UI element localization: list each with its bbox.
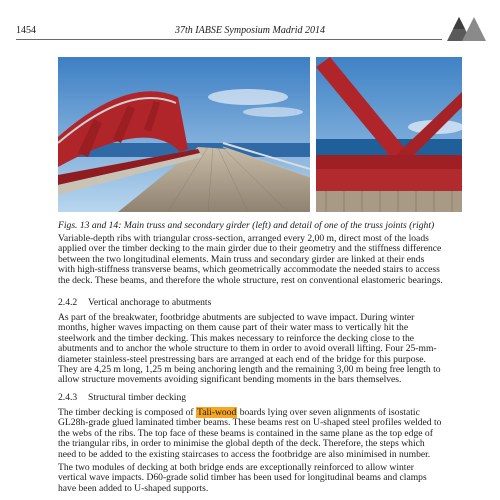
paragraph-decking-reinforcement bbox=[58, 463, 468, 494]
text-line: have been added to U-shaped supports. bbox=[58, 482, 209, 494]
text-line: need to be added to the existing staircases to access the footbridge are also minimised in number. bbox=[58, 448, 431, 460]
text-line: The two modules of decking at both bridge ends are exceptionally reinforced to allow winter bbox=[58, 462, 414, 473]
header-rule bbox=[16, 39, 442, 40]
section-heading-2-4-2 bbox=[58, 297, 211, 308]
text-line: As part of the breakwater, footbridge abutments are subjected to wave impact. During winter bbox=[58, 312, 415, 323]
paragraph-ribs bbox=[58, 234, 468, 286]
text-line: allow structure movements avoiding significant bending moments in the bars themselves. bbox=[58, 374, 402, 386]
text-line: the triangular ribs, in order to minimise the global depth of the deck. Therefore, the steps which bbox=[58, 438, 425, 450]
text-line: They are 4,25 m long, 1,25 m being anchoring length and the remaining 3,00 m being free length to bbox=[58, 364, 441, 376]
page-number: 1454 bbox=[16, 25, 36, 36]
paragraph-anchorage bbox=[58, 313, 468, 386]
section-title: Structural timber decking bbox=[88, 392, 187, 403]
text-line: the webs of the ribs. The top face of these beams is contained in the same plane as the top edge of bbox=[58, 427, 433, 439]
section-number: 2.4.2 bbox=[58, 297, 78, 308]
section-heading-2-4-3 bbox=[58, 392, 186, 403]
highlighted-term: Tali-wood bbox=[197, 407, 237, 418]
text-run: boards lying over seven alignments of isostatic bbox=[237, 407, 420, 418]
text-line: months, higher waves impacting on them cause part of their water mass to vertically hit the bbox=[58, 322, 409, 334]
figure-caption: Figs. 13 and 14: Main truss and secondary girder (left) and detail of one of the truss joints (right) bbox=[58, 220, 435, 231]
text-line: the deck. These beams, and therefore the whole structure, rest on conventional elastomeric bearings. bbox=[58, 274, 443, 286]
text-line: with high-stiffness transverse beams, which geometrically accommodate the needed stairs to access bbox=[58, 264, 440, 276]
figure-14-photo bbox=[316, 57, 462, 212]
text-run: The timber decking is composed of bbox=[58, 407, 197, 418]
section-number: 2.4.3 bbox=[58, 392, 78, 403]
text-line: vertical wave impacts. D60-grade solid timber has been used for longitudinal beams and clamps bbox=[58, 472, 427, 484]
iabse-logo-icon bbox=[445, 14, 487, 42]
paragraph-timber-decking bbox=[58, 408, 468, 460]
running-header-title: 37th IABSE Symposium Madrid 2014 bbox=[175, 25, 325, 36]
text-line: diameter stainless-steel prestressing bars are arranged at each end of the bridge for this purpose. bbox=[58, 353, 426, 365]
text-line: steelwork and the timber decking. This makes necessary to reinforce the decking close to the bbox=[58, 332, 415, 344]
figure-13-photo bbox=[58, 57, 310, 212]
section-title: Vertical anchorage to abutments bbox=[88, 297, 212, 308]
text-line: between the two longitudinal elements. Main truss and secondary girder are linked at their ends bbox=[58, 253, 425, 265]
text-line: Variable-depth ribs with triangular cross-section, arranged every 2,00 m, direct most of the loads bbox=[58, 233, 429, 244]
text-line: abutments and to anchor the whole structure to them in order to avoid overall lifting. Four 25-mm- bbox=[58, 343, 437, 355]
text-line: GL28h-grade glued laminated timber beams. These beams rest on U-shaped steel profiles welded to bbox=[58, 417, 442, 429]
text-line: applied over the timber decking to the main girder due to their geometry and the stiffness difference bbox=[58, 243, 442, 255]
